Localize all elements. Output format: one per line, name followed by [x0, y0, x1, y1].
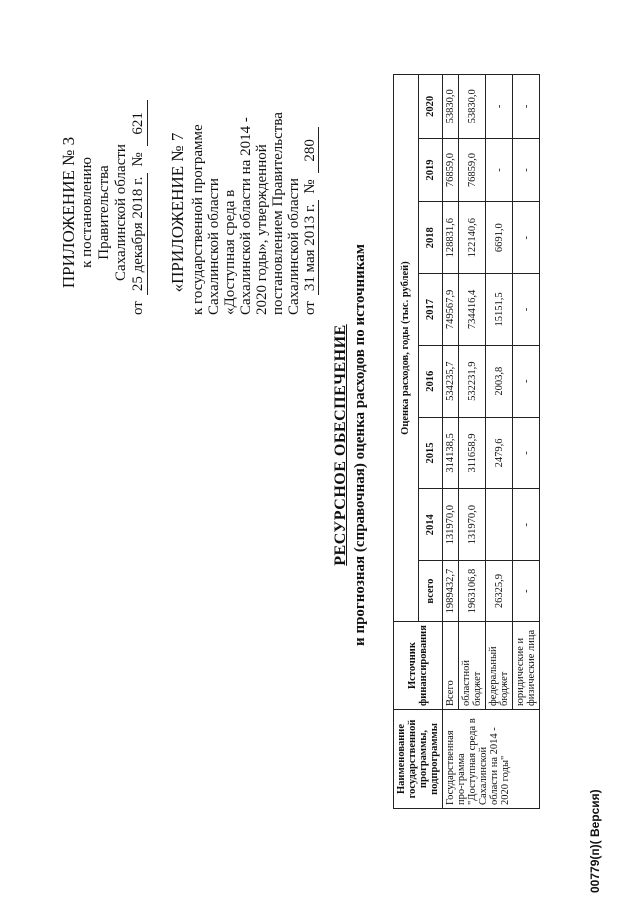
- value-cell: 314138,5: [443, 417, 459, 489]
- value-cell: 532231,9: [459, 345, 486, 417]
- value-cell: -: [513, 75, 540, 139]
- header-year: 2014: [418, 489, 443, 561]
- source-cell: юридические и физические лица: [513, 622, 540, 710]
- appendix-line2: Сахалинской области: [113, 144, 129, 281]
- version-footer: 00779(п)( Версия): [588, 789, 602, 893]
- total-cell: 1963106,8: [459, 561, 486, 622]
- prior-appendix-date-row: [302, 110, 319, 315]
- value-cell: 76859,0: [459, 138, 486, 202]
- header-year: 2016: [418, 345, 443, 417]
- appendix-date: 25 декабря 2018 г.: [130, 173, 148, 296]
- value-cell: 53830,0: [443, 75, 459, 139]
- appendix-from-label: от: [130, 301, 146, 315]
- header-year: 2018: [418, 202, 443, 274]
- header-name: Наименование государственной программы, подпрограммы: [394, 710, 443, 809]
- value-cell: -: [513, 417, 540, 489]
- value-cell: -: [513, 274, 540, 346]
- source-cell: областной бюджет: [459, 622, 486, 710]
- appendix-number: 621: [130, 100, 148, 146]
- value-cell: [486, 489, 513, 561]
- value-cell: -: [486, 138, 513, 202]
- prior-appendix-date: 31 мая 2013 г.: [302, 200, 319, 295]
- appendix-line1: к постановлению Правительства: [79, 157, 112, 268]
- value-cell: -: [513, 489, 540, 561]
- value-cell: 53830,0: [459, 75, 486, 139]
- header-estimate: Оценка расходов, годы (тыс. рублей): [394, 75, 419, 622]
- header-year: 2020: [418, 75, 443, 139]
- appendix-number-label: №: [130, 152, 146, 167]
- header-total: всего: [418, 561, 443, 622]
- table-row: [513, 75, 540, 809]
- prior-appendix: [170, 110, 319, 315]
- header-year: 2019: [418, 138, 443, 202]
- value-cell: -: [513, 202, 540, 274]
- total-cell: 26325,9: [486, 561, 513, 622]
- appendix-header: [60, 110, 148, 315]
- value-cell: 76859,0: [443, 138, 459, 202]
- prior-appendix-number: 280: [302, 127, 319, 173]
- heading-line1: РЕСУРСНОЕ ОБЕСПЕЧЕНИЕ: [332, 324, 349, 566]
- program-name-cell: Государственная про-грамма "Доступная среда в Сахалинской области на 2014 - 2020 годы": [443, 710, 540, 809]
- value-cell: 734416,4: [459, 274, 486, 346]
- prior-number-label: №: [302, 179, 318, 194]
- resource-table: [393, 74, 540, 809]
- value-cell: 122140,6: [459, 202, 486, 274]
- appendix-date-row: [130, 110, 148, 315]
- value-cell: 2003,8: [486, 345, 513, 417]
- header-source: Источник финансирования: [394, 622, 443, 710]
- total-cell: 1989432,7: [443, 561, 459, 622]
- source-cell: Всего: [443, 622, 459, 710]
- prior-from-label: от: [302, 301, 318, 315]
- prior-appendix-text: к государственной программе Сахалинской области «Доступная среда в Сахалинской области на 2014 - 2020 годы», утвержденной постановлением Правительства Сахалинской области: [190, 112, 302, 315]
- value-cell: 15151,5: [486, 274, 513, 346]
- header-year: 2017: [418, 274, 443, 346]
- header-year: 2015: [418, 417, 443, 489]
- value-cell: -: [513, 138, 540, 202]
- value-cell: 131970,0: [443, 489, 459, 561]
- value-cell: 534235,7: [443, 345, 459, 417]
- total-cell: -: [513, 561, 540, 622]
- value-cell: -: [486, 75, 513, 139]
- prior-appendix-title: «ПРИЛОЖЕНИЕ № 7: [168, 132, 187, 293]
- value-cell: -: [513, 345, 540, 417]
- value-cell: 131970,0: [459, 489, 486, 561]
- value-cell: 749567,9: [443, 274, 459, 346]
- value-cell: 6691,0: [486, 202, 513, 274]
- value-cell: 311658,9: [459, 417, 486, 489]
- table-row: [443, 75, 459, 809]
- table-row: [459, 75, 486, 809]
- document-heading: [332, 145, 369, 745]
- source-cell: федеральный бюджет: [486, 622, 513, 710]
- value-cell: 128831,6: [443, 202, 459, 274]
- heading-line2: и прогнозная (справочная) оценка расходов по источникам: [352, 244, 368, 646]
- appendix-title: ПРИЛОЖЕНИЕ № 3: [59, 136, 78, 289]
- value-cell: 2479,6: [486, 417, 513, 489]
- table-row: [486, 75, 513, 809]
